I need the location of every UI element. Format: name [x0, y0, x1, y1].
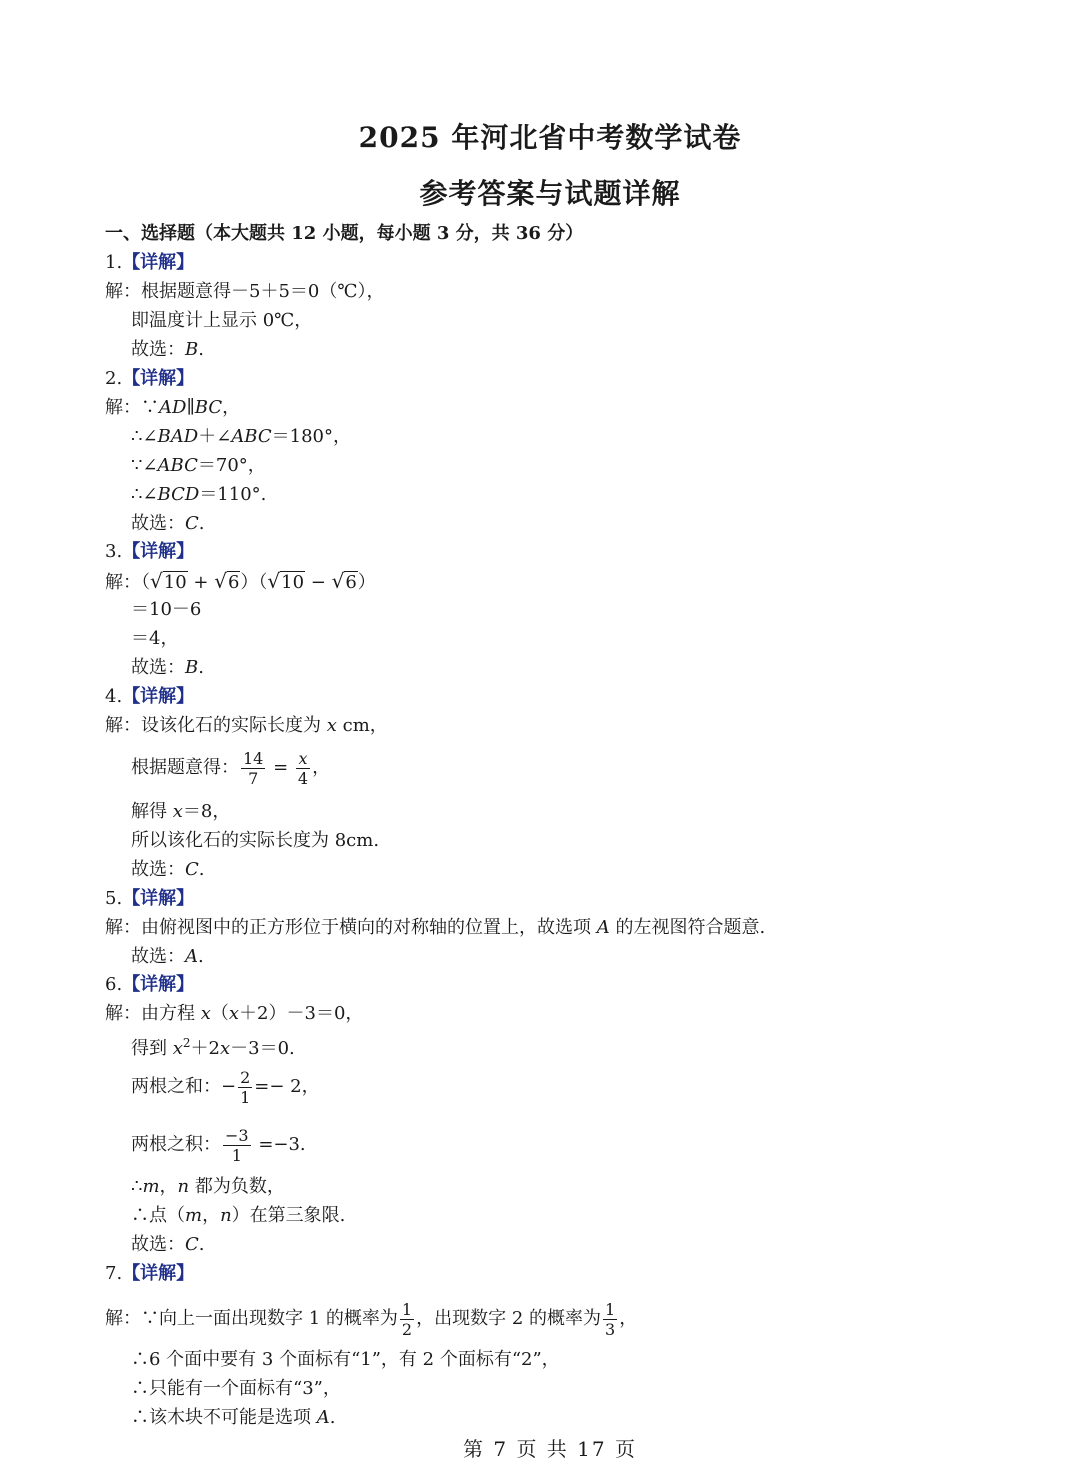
operator: + [187, 572, 215, 593]
denominator: 3 [605, 1319, 616, 1339]
text: ＋∠ [198, 426, 232, 447]
answer-end: . [198, 339, 204, 360]
math-var: x [200, 1003, 211, 1024]
q1-answer [131, 338, 204, 362]
q3-answer [131, 656, 204, 680]
text: =−3. [252, 1134, 306, 1155]
answer-label: 故选： [131, 513, 185, 534]
text: 两根之积： [131, 1134, 221, 1155]
math-var: x [219, 1038, 231, 1059]
text: ， [222, 397, 241, 418]
text: 解：∵向上一面出现数字 1 的概率为 [105, 1308, 398, 1329]
text: . [329, 1407, 336, 1428]
numerator: 2 [240, 1067, 251, 1087]
math-var: A [596, 917, 610, 938]
q2-answer [131, 512, 205, 536]
text: 解：由方程 [105, 1003, 201, 1024]
math-var: x [172, 1038, 183, 1059]
equals-sign: = [267, 757, 294, 778]
page-footer: 第 7 页 共 17 页 [463, 1437, 637, 1461]
question-number: 1. [105, 252, 123, 273]
text: －3＝0. [230, 1038, 295, 1059]
answer-label: 故选： [131, 859, 185, 880]
answer-end: . [198, 513, 205, 534]
answer-end: . [198, 859, 205, 880]
sqrt-expression [332, 569, 358, 595]
q2-line-2 [131, 425, 351, 449]
answer-choice: C [185, 513, 199, 534]
answer-end: . [198, 657, 204, 678]
detail-tag: 【详解】 [122, 974, 195, 995]
text: ＝110°. [199, 484, 267, 505]
denominator: 1 [240, 1087, 251, 1107]
answer-choice: C [185, 859, 199, 880]
parallel-symbol: ∥ [186, 397, 195, 418]
question-number: 5. [105, 888, 123, 909]
q5-answer [131, 945, 204, 969]
numerator: 14 [243, 748, 264, 768]
q6-line-5 [131, 1175, 285, 1199]
detail-tag: 【详解】 [122, 252, 195, 273]
text: ， [312, 757, 331, 778]
text: ＋2）－3＝0， [239, 1003, 364, 1024]
q2-line-1 [105, 396, 240, 420]
text: 解：由俯视图中的正方形位于横向的对称轴的位置上，故选项 [105, 917, 597, 938]
q6-answer [131, 1233, 205, 1257]
q3-line-2: ＝10－6 [131, 599, 202, 620]
text: ＝70°， [197, 455, 266, 476]
math-var: m [142, 1176, 160, 1197]
exponent: 2 [182, 1036, 191, 1050]
section-heading: 一、选择题（本大题共 12 小题，每小题 3 分，共 36 分） [105, 223, 584, 244]
detail-tag: 【详解】 [122, 686, 195, 707]
question-number: 2. [105, 368, 123, 389]
text: ）（ [240, 572, 268, 593]
fraction [241, 749, 265, 788]
detail-tag: 【详解】 [122, 368, 195, 389]
answer-label: 故选： [131, 946, 185, 967]
q3-line-1 [105, 569, 376, 595]
q6-line-4 [131, 1122, 306, 1168]
text: 的左视图符合题意. [609, 917, 766, 938]
math-var: AD [159, 397, 187, 418]
fraction [296, 749, 310, 788]
text: ∵∠ [131, 455, 158, 476]
text: ，出现数字 2 的概率为 [416, 1308, 601, 1329]
math-var: m [185, 1205, 203, 1226]
question-number: 3. [105, 541, 123, 562]
text: ∴ [131, 1176, 143, 1197]
text: ∴∠ [131, 484, 158, 505]
denominator: 4 [297, 768, 309, 788]
numerator: 1 [605, 1299, 616, 1319]
denominator: 2 [401, 1319, 413, 1339]
numerator: −3 [225, 1125, 249, 1145]
text: 都为负数， [189, 1176, 285, 1197]
radicand: 6 [345, 572, 357, 593]
denominator: 7 [248, 768, 259, 788]
answer-label: 故选： [131, 1234, 185, 1255]
page-title: 2025 年河北省中考数学试卷 [358, 121, 742, 154]
math-var: BAD [157, 426, 199, 447]
answer-label: 故选： [131, 657, 185, 678]
text: ＝8， [182, 801, 231, 822]
text: 解得 [131, 801, 173, 822]
sqrt-expression [267, 569, 305, 595]
radicand: 6 [227, 572, 240, 593]
text: 解：∵ [105, 397, 159, 418]
q4-line-2 [131, 745, 330, 791]
answer-end: . [198, 946, 204, 967]
q7-line-4 [131, 1406, 335, 1430]
math-var: n [177, 1176, 190, 1197]
denominator: 1 [231, 1145, 242, 1165]
q6-line-6 [131, 1204, 345, 1228]
numerator: x [296, 749, 310, 769]
question-number: 6. [105, 974, 123, 995]
radical-sign: √ [214, 569, 227, 593]
math-var: x [228, 1003, 240, 1024]
operator: − [305, 572, 332, 593]
text: ∴该木块不可能是选项 [131, 1407, 317, 1428]
math-var: A [316, 1407, 330, 1428]
q4-line-4: 所以该化石的实际长度为 8cm. [131, 830, 380, 851]
answer-choice: B [185, 339, 199, 360]
math-var: x [326, 715, 337, 736]
math-var: BCD [157, 484, 200, 505]
radical-sign: √ [331, 569, 345, 593]
detail-tag: 【详解】 [122, 888, 195, 909]
text: （ [210, 1003, 229, 1024]
q6-line-2 [131, 1031, 295, 1061]
q4-answer [131, 858, 205, 882]
answer-choice: A [185, 946, 198, 967]
question-1-header [105, 251, 194, 275]
radicand: 10 [163, 572, 187, 593]
q1-line-2: 即温度计上显示 0℃， [131, 310, 313, 331]
question-3-header [105, 540, 194, 564]
question-4-header [105, 685, 194, 709]
q4-line-1 [105, 714, 388, 738]
q6-line-1 [105, 1002, 363, 1026]
radical-sign: √ [150, 569, 163, 593]
detail-tag: 【详解】 [122, 1263, 195, 1284]
q3-line-3: ＝4， [131, 628, 179, 649]
text: ， [202, 1205, 221, 1226]
text: 解：（ [105, 572, 150, 593]
q6-line-3 [131, 1064, 320, 1110]
math-var: ABC [157, 455, 198, 476]
q7-line-1 [105, 1296, 637, 1342]
q5-line-1 [105, 916, 765, 940]
fraction [400, 1300, 414, 1339]
text: ＝180°， [271, 426, 352, 447]
text: ， [619, 1308, 638, 1329]
answer-end: . [198, 1234, 205, 1255]
math-var: ABC [231, 426, 272, 447]
math-var: x [172, 801, 183, 822]
question-number: 7. [105, 1263, 123, 1284]
math-var: BC [194, 397, 223, 418]
q7-line-3: ∴只能有一个面标有“3”， [131, 1378, 341, 1399]
math-var: n [220, 1205, 232, 1226]
text: ， [159, 1176, 178, 1197]
text: 得到 [131, 1038, 173, 1059]
text: 两根之和：− [131, 1076, 237, 1097]
sqrt-expression [214, 569, 240, 595]
question-5-header [105, 887, 194, 911]
q1-line-1: 解：根据题意得－5＋5＝0（℃）， [105, 281, 385, 302]
fraction [223, 1126, 251, 1165]
radical-sign: √ [267, 569, 281, 593]
text: ∴∠ [131, 426, 158, 447]
text: 解：设该化石的实际长度为 [105, 715, 327, 736]
numerator: 1 [401, 1299, 413, 1319]
answer-choice: B [185, 657, 199, 678]
text: =− 2， [254, 1076, 320, 1097]
q2-line-4 [131, 483, 266, 507]
q2-line-3 [131, 454, 266, 478]
fraction [238, 1068, 252, 1107]
fraction [603, 1300, 617, 1339]
radicand: 10 [281, 572, 305, 593]
text: ∴点（ [131, 1205, 185, 1226]
question-6-header [105, 973, 194, 997]
text: ）在第三象限. [231, 1205, 346, 1226]
text: ） [357, 572, 376, 593]
q7-line-2: ∴6 个面中要有 3 个面标有“1”，有 2 个面标有“2”， [131, 1349, 560, 1370]
detail-tag: 【详解】 [122, 541, 195, 562]
text: ＋2 [190, 1038, 220, 1059]
sqrt-expression [150, 569, 188, 595]
q4-line-3 [131, 800, 230, 824]
answer-label: 故选： [131, 339, 185, 360]
question-number: 4. [105, 686, 123, 707]
question-2-header [105, 367, 194, 391]
text: cm， [336, 715, 388, 736]
page-subtitle: 参考答案与试题详解 [419, 177, 681, 210]
answer-choice: C [185, 1234, 199, 1255]
text: 根据题意得： [131, 757, 239, 778]
question-7-header [105, 1262, 194, 1286]
